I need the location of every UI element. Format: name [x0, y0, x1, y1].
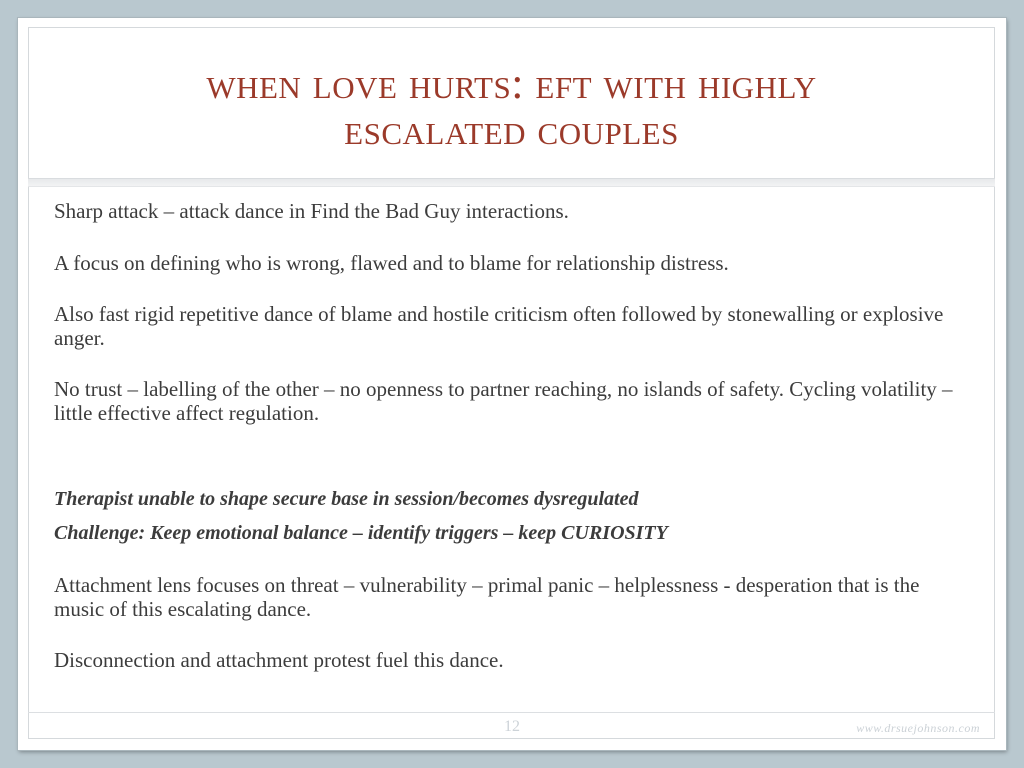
bullet-disconnection: Disconnection and attachment protest fuel this dance.: [54, 648, 504, 672]
page-number: 12: [504, 718, 520, 735]
bullet-challenge: Challenge: Keep emotional balance – identify triggers – keep CURIOSITY: [54, 522, 668, 544]
bullet-sharp-attack: Sharp attack – attack dance in Find the Bad Guy interactions.: [54, 199, 569, 223]
bullet-attachment-lens: Attachment lens focuses on threat – vulnerability – primal panic – helplessness - desperation that is the music of this escalating dance.: [54, 573, 920, 621]
bullet-no-trust: No trust – labelling of the other – no openness to partner reaching, no islands of safety. Cycling volatility – little effective affect regulation.: [54, 377, 953, 425]
footer-divider: [28, 712, 995, 713]
website-watermark: www.drsuejohnson.com: [856, 721, 980, 735]
slide-title: when love hurts: eft with highly escalated couples: [206, 59, 817, 154]
title-divider: [28, 178, 995, 187]
title-area: [28, 27, 995, 187]
bullet-rigid-dance: Also fast rigid repetitive dance of blame and hostile criticism often followed by stonewalling or explosive anger.: [54, 302, 944, 350]
bullet-focus-blame: A focus on defining who is wrong, flawed and to blame for relationship distress.: [54, 251, 729, 275]
bullet-therapist-dysregulated: Therapist unable to shape secure base in session/becomes dysregulated: [54, 488, 639, 510]
slide: [18, 18, 1006, 750]
